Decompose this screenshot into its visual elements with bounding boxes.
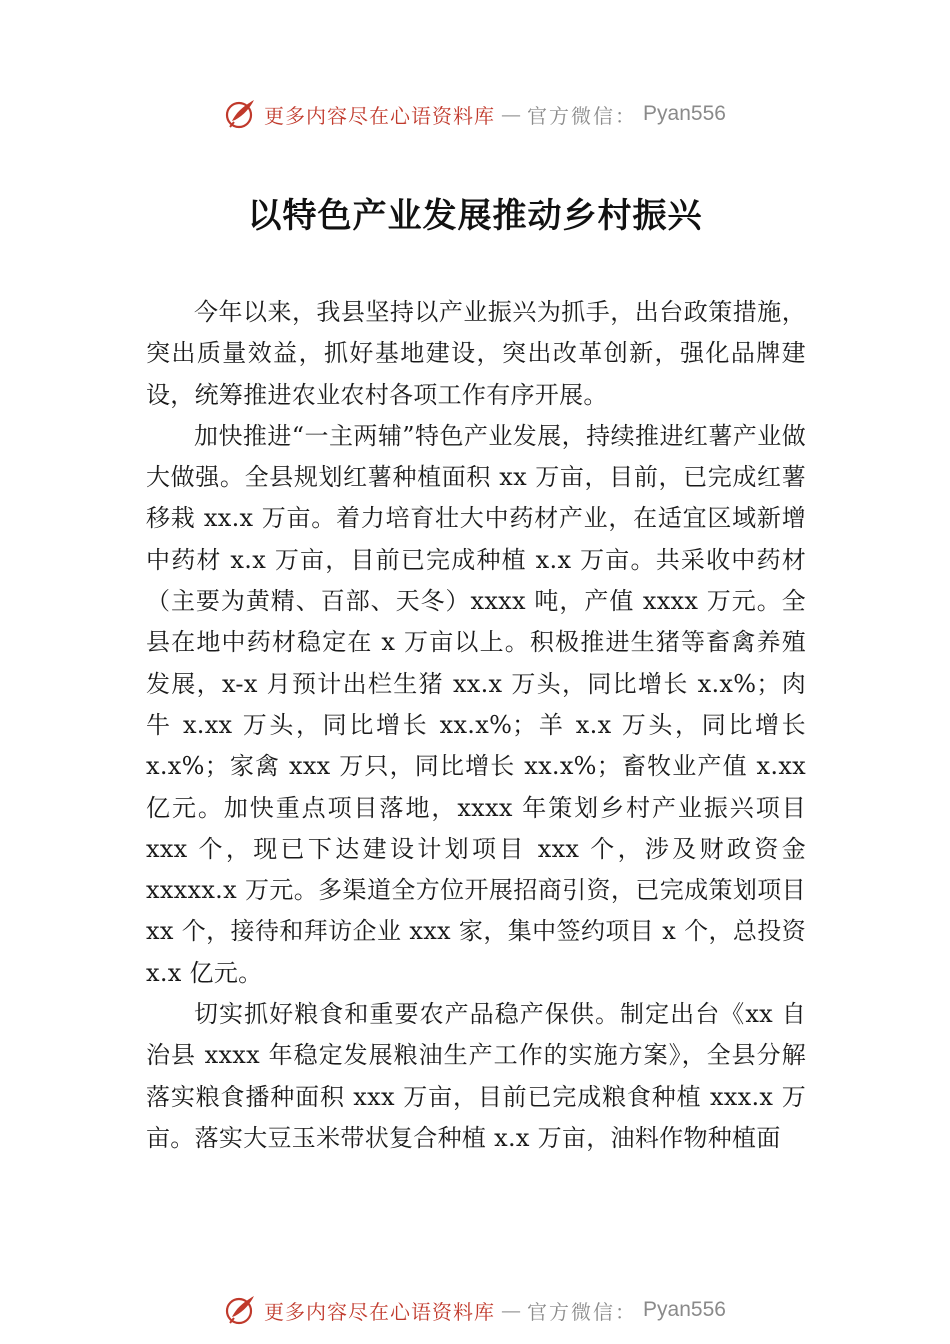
banner-brand-text: 更多内容尽在心语资料库 [264,1299,496,1324]
document-title: 以特色产业发展推动乡村振兴 [247,196,703,236]
quill-logo-icon [224,1293,258,1327]
banner-official-label: 官方微信： [527,1299,638,1324]
quill-logo-icon [224,97,258,131]
document-body [146,292,806,1159]
banner-wechat-id: Pyan556 [643,102,726,125]
banner-official-label: 官方微信： [527,103,638,128]
banner-brand-text: 更多内容尽在心语资料库 [264,103,496,128]
banner-separator: — [501,102,522,126]
banner-wechat-id: Pyan556 [643,1298,726,1321]
header-banner [0,94,950,134]
paragraph-intro: 今年以来，我县坚持以产业振兴为抓手，出台政策措施，突出质量效益，抓好基地建设，突出改革创新，强化品牌建设，统筹推进农业农村各项工作有序开展。 [146,298,806,409]
paragraph-grain: 切实抓好粮食和重要农产品稳产保供。制定出台《xx 自治县 xxxx 年稳定发展粮油生产工作的实施方案》，全县分解落实粮食播种面积 xxx 万亩，目前已完成粮食种植 xxx.x 万亩。落实大豆玉米带状复合种植 x.x 万亩，油料作物种植面 [146,1000,806,1152]
paragraph-industry: 加快推进“一主两辅”特色产业发展，持续推进红薯产业做大做强。全县规划红薯种植面积 xx 万亩，目前，已完成红薯移栽 xx.x 万亩。着力培育壮大中药材产业，在适宜区域新增中药材 x.x 万亩，目前已完成种植 x.x 万亩。共采收中药材（主要为黄精、百部、天冬）xxxx 吨，产值 xxxx 万元。全县在地中药材稳定在 x 万亩以上。积极推进生猪等畜禽养殖发展，x-x 月预计出栏生猪 xx.x 万头，同比增长 x.x%；肉牛 x.xx 万头，同比增长 xx.x%；羊 x.x 万头，同比增长 x.x%；家禽 xxx 万只，同比增长 xx.x%；畜牧业产值 x.xx 亿元。加快重点项目落地，xxxx 年策划乡村产业振兴项目 xxx 个，现已下达建设计划项目 xxx 个，涉及财政资金 xxxxx.x 万元。多渠道全方位开展招商引资，已完成策划项目 xx 个，接待和拜访企业 xxx 家，集中签约项目 x 个，总投资 x.x 亿元。 [146,421,806,987]
footer-banner [0,1290,950,1330]
banner-separator: — [501,1298,522,1322]
